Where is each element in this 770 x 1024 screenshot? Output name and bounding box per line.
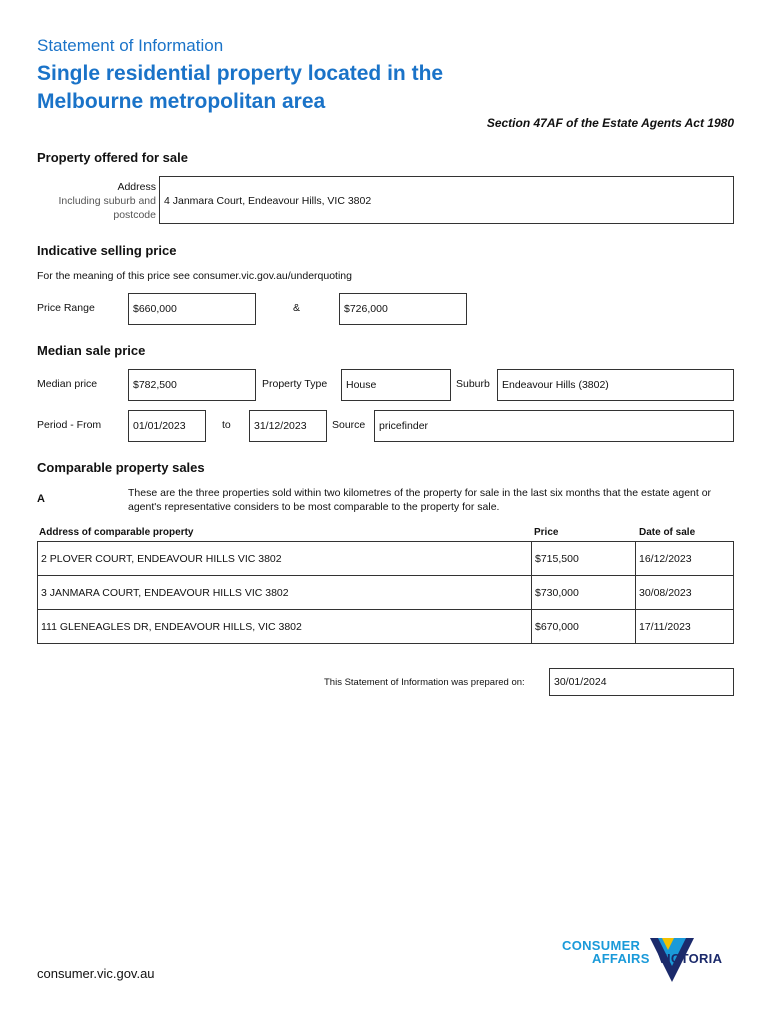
logo-victoria: VICTORIA bbox=[658, 951, 723, 966]
statement-title: Statement of Information bbox=[37, 36, 224, 55]
address-label-block bbox=[40, 180, 156, 222]
median-price-field[interactable] bbox=[128, 369, 256, 401]
source-field[interactable] bbox=[374, 410, 734, 442]
row-3-price[interactable]: $670,000 bbox=[532, 610, 636, 644]
price-high-field[interactable] bbox=[339, 293, 467, 325]
median-heading: Median sale price bbox=[37, 343, 146, 358]
suburb-value: Endeavour Hills (3802) bbox=[502, 379, 609, 391]
price-range-label: Price Range bbox=[37, 302, 95, 314]
logo-consumer: CONSUMER bbox=[562, 938, 641, 953]
median-price-label: Median price bbox=[37, 378, 98, 390]
consumer-affairs-logo bbox=[562, 934, 738, 988]
row-2-date[interactable]: 30/08/2023 bbox=[636, 576, 734, 610]
address-sublabel: Including suburb and postcode bbox=[58, 195, 156, 221]
col-address-header: Address of comparable property bbox=[39, 527, 194, 538]
row-1-price[interactable]: $715,500 bbox=[532, 542, 636, 576]
col-price-header: Price bbox=[534, 527, 559, 538]
row-2-price[interactable]: $730,000 bbox=[532, 576, 636, 610]
period-from-value: 01/01/2023 bbox=[133, 420, 186, 432]
document-title: Single residential property located in the Melbourne metropolitan area bbox=[37, 62, 444, 113]
comparable-table bbox=[37, 541, 734, 644]
indicative-heading: Indicative selling price bbox=[37, 243, 177, 258]
address-label: Address bbox=[117, 181, 156, 193]
period-to-field[interactable] bbox=[249, 410, 327, 442]
table-row bbox=[38, 610, 734, 644]
median-price-value: $782,500 bbox=[133, 379, 177, 391]
indicative-note: For the meaning of this price see consumer.vic.gov.au/underquoting bbox=[37, 270, 352, 282]
address-value: 4 Janmara Court, Endeavour Hills, VIC 3802 bbox=[164, 195, 372, 207]
footer-url[interactable]: consumer.vic.gov.au bbox=[37, 966, 155, 981]
source-value: pricefinder bbox=[379, 420, 429, 432]
period-to-value: 31/12/2023 bbox=[254, 420, 307, 432]
price-low-field[interactable] bbox=[128, 293, 256, 325]
row-3-date[interactable]: 17/11/2023 bbox=[636, 610, 734, 644]
property-type-value: House bbox=[346, 379, 377, 391]
comparable-marker: A bbox=[37, 493, 45, 505]
prepared-date-field[interactable] bbox=[549, 668, 734, 696]
row-1-date[interactable]: 16/12/2023 bbox=[636, 542, 734, 576]
section-reference: Section 47AF of the Estate Agents Act 1980 bbox=[486, 116, 734, 130]
prepared-date-value: 30/01/2024 bbox=[554, 676, 607, 688]
row-3-address[interactable]: 111 GLENEAGLES DR, ENDEAVOUR HILLS, VIC 3802 bbox=[38, 610, 532, 644]
period-to-label: to bbox=[222, 419, 231, 431]
suburb-field[interactable] bbox=[497, 369, 734, 401]
price-high-value: $726,000 bbox=[344, 303, 388, 315]
property-type-field[interactable] bbox=[341, 369, 451, 401]
comparable-note: These are the three properties sold within two kilometres of the property for sale in the last six months that the estate agent or agent's representative considers to be most comparable to the property for sale. bbox=[128, 487, 712, 513]
period-from-field[interactable] bbox=[128, 410, 206, 442]
comparable-heading: Comparable property sales bbox=[37, 460, 205, 475]
table-row bbox=[38, 576, 734, 610]
logo-affairs: AFFAIRS bbox=[592, 951, 650, 966]
period-from-label: Period - From bbox=[37, 419, 102, 431]
price-low-value: $660,000 bbox=[133, 303, 177, 315]
table-row bbox=[38, 542, 734, 576]
property-type-label: Property Type bbox=[262, 378, 328, 390]
row-1-address[interactable]: 2 PLOVER COURT, ENDEAVOUR HILLS VIC 3802 bbox=[38, 542, 532, 576]
ampersand: & bbox=[293, 302, 301, 314]
col-date-header: Date of sale bbox=[639, 527, 696, 538]
property-heading: Property offered for sale bbox=[37, 150, 188, 165]
suburb-label: Suburb bbox=[456, 378, 490, 390]
source-label: Source bbox=[332, 419, 366, 431]
prepared-label: This Statement of Information was prepared on: bbox=[324, 677, 525, 688]
address-field[interactable] bbox=[159, 176, 734, 224]
row-2-address[interactable]: 3 JANMARA COURT, ENDEAVOUR HILLS VIC 3802 bbox=[38, 576, 532, 610]
